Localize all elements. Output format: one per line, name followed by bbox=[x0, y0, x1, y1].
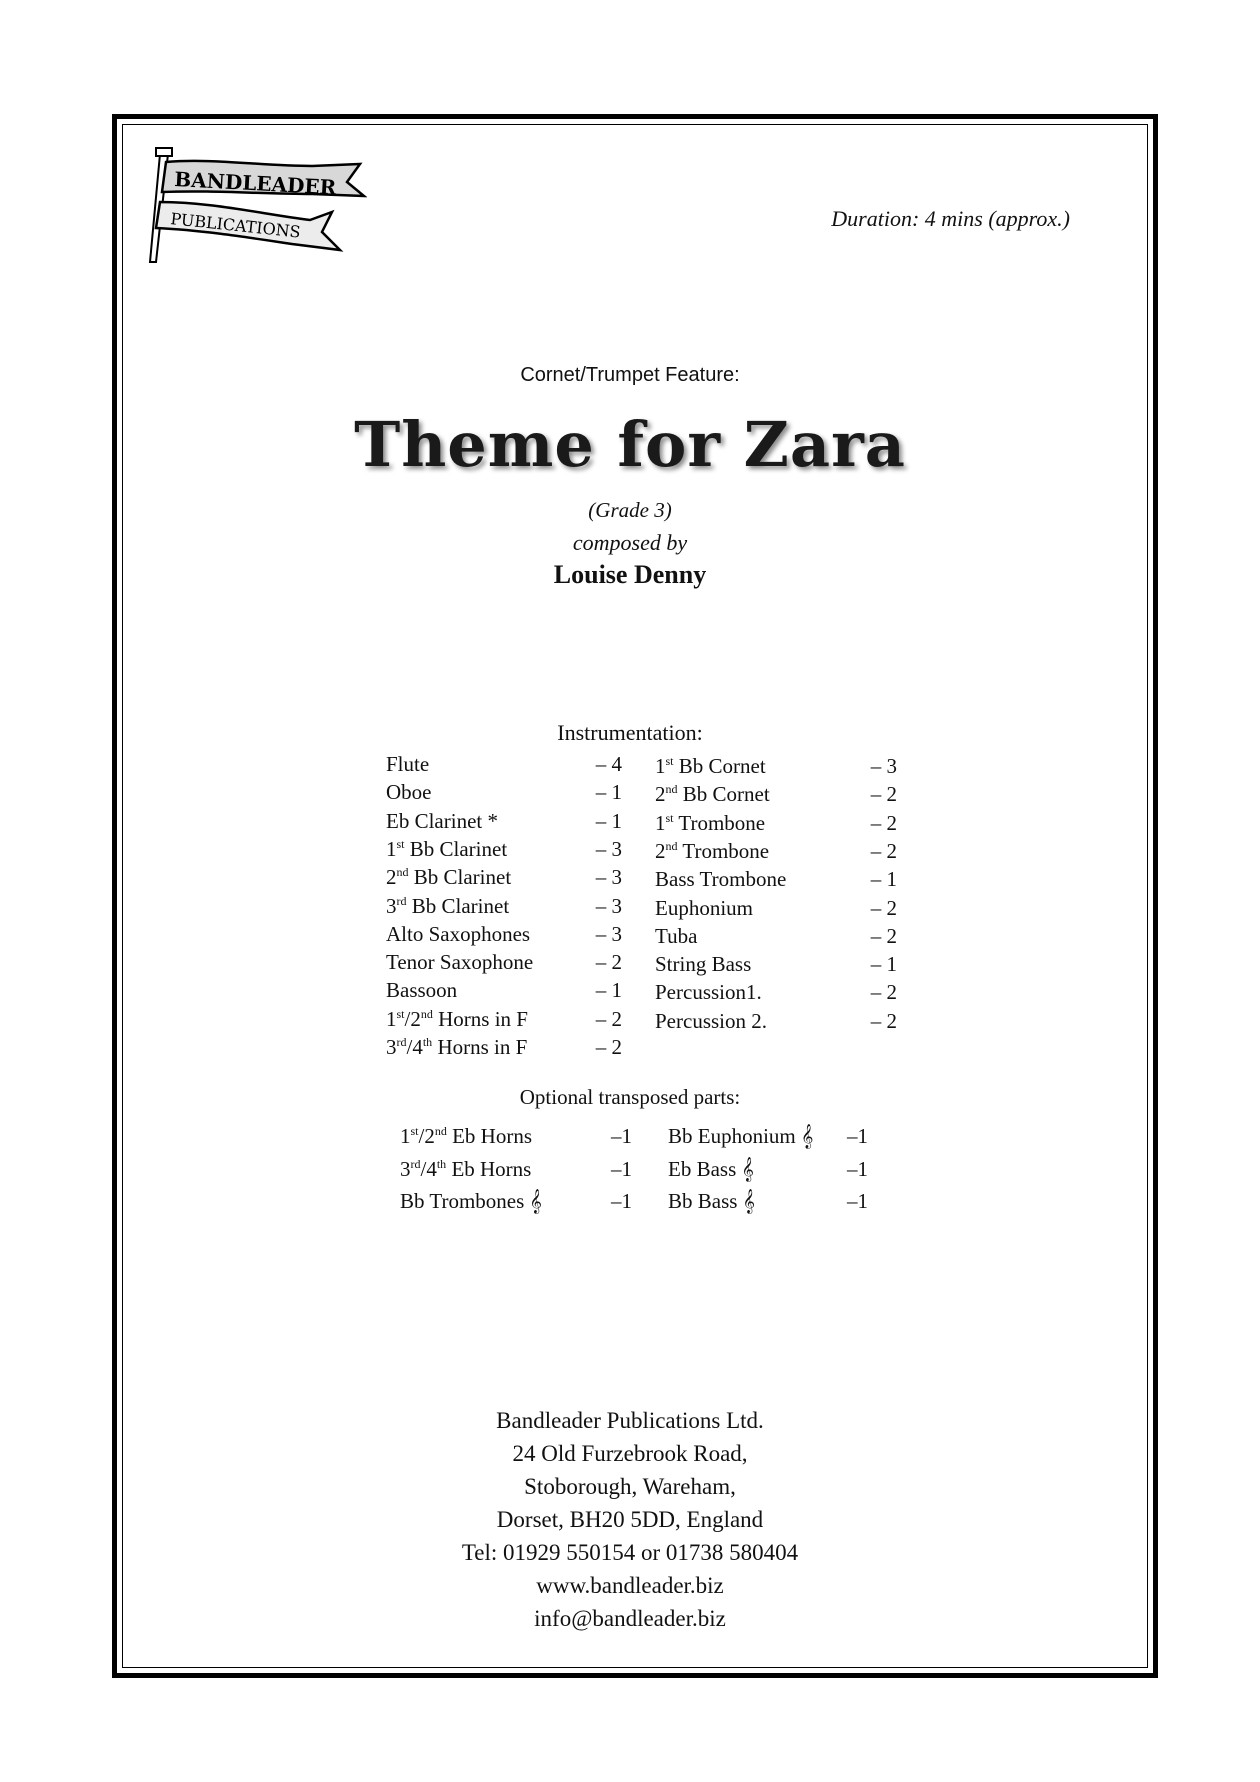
part-quantity: –1 bbox=[847, 1124, 868, 1148]
part-quantity: – 2 bbox=[870, 980, 897, 1005]
grade-label: (Grade 3) bbox=[588, 498, 672, 522]
part-name: Bb Trombones 𝄞 bbox=[400, 1189, 542, 1213]
part-name: Bass Trombone bbox=[655, 867, 787, 892]
part-name: 2nd Bb Clarinet bbox=[386, 865, 512, 890]
part-quantity: – 2 bbox=[870, 810, 897, 835]
part-quantity: – 2 bbox=[870, 838, 897, 863]
part-quantity: – 2 bbox=[870, 895, 897, 920]
part-name: 1st Bb Cornet bbox=[655, 754, 766, 778]
duration-label: Duration: 4 mins (approx.) bbox=[831, 206, 1070, 231]
part-quantity: – 3 bbox=[595, 836, 622, 861]
part-quantity: – 2 bbox=[870, 782, 897, 807]
part-quantity: – 2 bbox=[595, 1035, 622, 1059]
part-quantity: – 3 bbox=[870, 754, 897, 778]
part-quantity: –1 bbox=[611, 1189, 632, 1213]
publisher-logo bbox=[142, 144, 367, 264]
address-line: Bandleader Publications Ltd. bbox=[496, 1408, 764, 1433]
part-quantity: – 2 bbox=[595, 950, 622, 975]
part-quantity: – 2 bbox=[595, 1006, 622, 1031]
part-name: Tuba bbox=[655, 923, 698, 948]
composed-by-label: composed by bbox=[572, 530, 688, 555]
part-name: 2nd Bb Cornet bbox=[655, 782, 770, 807]
part-name: Flute bbox=[386, 752, 430, 776]
part-quantity: – 3 bbox=[595, 865, 622, 890]
part-quantity: –1 bbox=[611, 1124, 632, 1148]
part-quantity: – 3 bbox=[595, 921, 622, 946]
page-border-inner bbox=[122, 124, 1148, 1668]
part-name: 2nd Trombone bbox=[655, 838, 770, 863]
address-line: www.bandleader.biz bbox=[536, 1573, 724, 1598]
part-quantity: – 1 bbox=[870, 867, 897, 892]
instrumentation-heading: Instrumentation: bbox=[557, 720, 703, 745]
composer-name: Louise Denny bbox=[553, 560, 707, 589]
svg-text:PUBLICATIONS: PUBLICATIONS bbox=[169, 209, 302, 242]
svg-text:BANDLEADER: BANDLEADER bbox=[173, 167, 337, 200]
part-quantity: – 1 bbox=[870, 952, 897, 977]
piece-title: Theme for Zara bbox=[354, 408, 906, 481]
part-quantity: – 1 bbox=[595, 808, 622, 833]
part-name: 1st/2nd Eb Horns bbox=[400, 1124, 533, 1148]
part-name: 3rd Bb Clarinet bbox=[386, 893, 510, 918]
part-quantity: – 1 bbox=[595, 780, 622, 805]
part-name: Eb Bass 𝄞 bbox=[668, 1156, 754, 1181]
part-name: Euphonium bbox=[655, 895, 753, 920]
part-quantity: – 1 bbox=[595, 978, 622, 1003]
address-line: Stoborough, Wareham, bbox=[524, 1474, 736, 1499]
part-name: String Bass bbox=[655, 952, 752, 977]
part-name: 3rd/4th Horns in F bbox=[386, 1035, 528, 1059]
part-name: Percussion1. bbox=[655, 980, 762, 1005]
part-quantity: – 3 bbox=[595, 893, 622, 918]
part-quantity: – 4 bbox=[595, 752, 622, 776]
part-quantity: – 2 bbox=[870, 1008, 897, 1033]
part-name: Percussion 2. bbox=[655, 1008, 767, 1033]
part-name: Alto Saxophones bbox=[386, 921, 531, 946]
optional-parts-heading: Optional transposed parts: bbox=[519, 1085, 741, 1109]
address-line: 24 Old Furzebrook Road, bbox=[512, 1441, 748, 1466]
feature-subtitle: Cornet/Trumpet Feature: bbox=[520, 364, 740, 386]
part-name: 3rd/4th Eb Horns bbox=[400, 1156, 532, 1181]
part-name: Bassoon bbox=[386, 978, 458, 1003]
part-name: 1st/2nd Horns in F bbox=[386, 1006, 528, 1031]
part-name: 1st Trombone bbox=[655, 810, 766, 835]
part-name: Tenor Saxophone bbox=[386, 950, 534, 975]
part-quantity: –1 bbox=[611, 1156, 632, 1181]
part-name: Eb Clarinet * bbox=[386, 808, 498, 833]
address-line: Tel: 01929 550154 or 01738 580404 bbox=[461, 1540, 799, 1565]
part-quantity: –1 bbox=[847, 1156, 868, 1181]
part-quantity: –1 bbox=[847, 1189, 868, 1213]
part-name: Oboe bbox=[386, 780, 432, 805]
part-name: Bb Bass 𝄞 bbox=[668, 1189, 756, 1213]
part-quantity: – 2 bbox=[870, 923, 897, 948]
part-name: 1st Bb Clarinet bbox=[386, 836, 508, 861]
address-line: info@bandleader.biz bbox=[534, 1606, 726, 1631]
address-line: Dorset, BH20 5DD, England bbox=[496, 1507, 764, 1532]
part-name: Bb Euphonium 𝄞 bbox=[668, 1124, 814, 1148]
